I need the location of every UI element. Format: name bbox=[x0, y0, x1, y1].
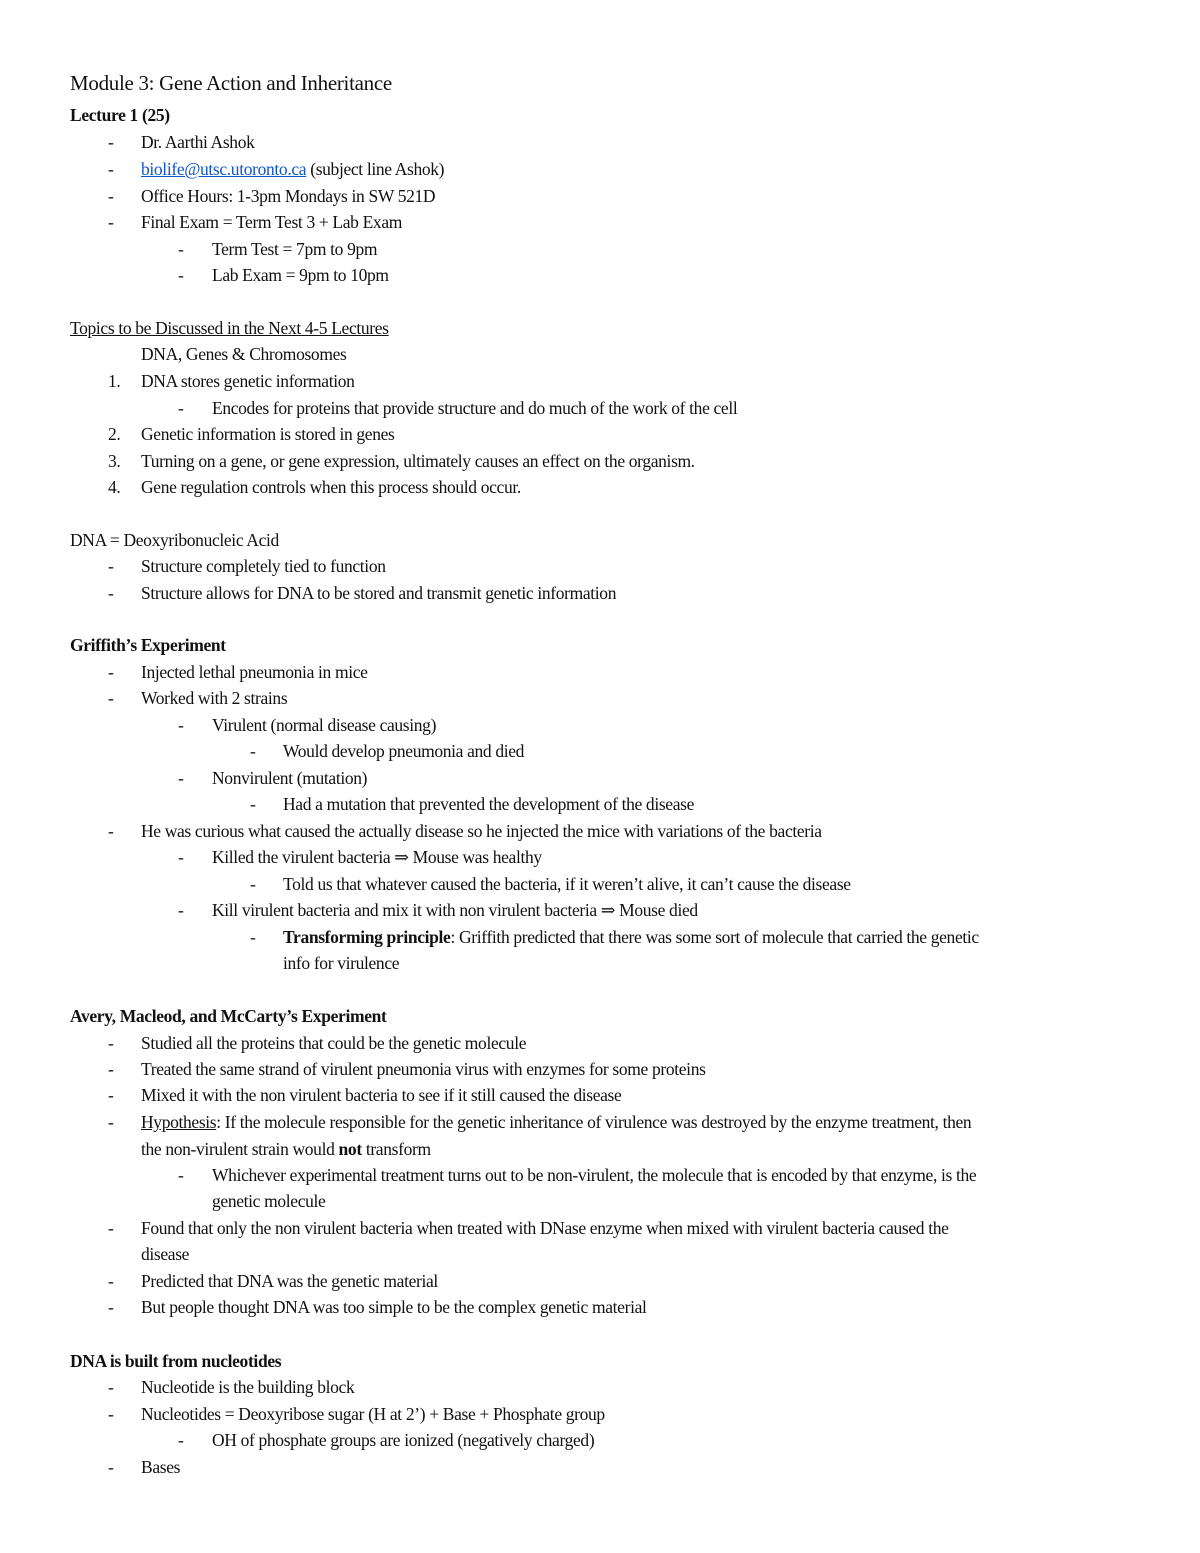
line-text: Module 3: Gene Action and Inheritance bbox=[70, 71, 392, 95]
list-item bbox=[178, 899, 698, 921]
bullet-dash: - bbox=[108, 1033, 114, 1053]
text-segment: : If the molecule responsible for the genetic inheritance of virulence was destroyed by the enzyme treatment, then bbox=[216, 1112, 972, 1132]
topics-heading bbox=[70, 317, 389, 339]
list-item bbox=[178, 1429, 595, 1451]
bullet-dash: - bbox=[108, 688, 114, 708]
line-text: Term Test = 7pm to 9pm bbox=[212, 239, 378, 259]
list-item bbox=[108, 582, 617, 604]
line-text: Office Hours: 1-3pm Mondays in SW 521D bbox=[141, 186, 436, 206]
nucleotides-heading bbox=[70, 1350, 281, 1372]
line-text: Predicted that DNA was the genetic material bbox=[141, 1271, 438, 1291]
bullet-dash: - bbox=[178, 900, 184, 920]
list-item bbox=[108, 1376, 355, 1398]
bullet-dash: - bbox=[108, 662, 114, 682]
bullet-dash: - bbox=[108, 1218, 114, 1238]
list-item bbox=[108, 476, 521, 498]
bullet-dash: - bbox=[250, 874, 256, 894]
line-text: Found that only the non virulent bacteria when treated with DNase enzyme when mixed with virulent bacteria caused the bbox=[141, 1218, 949, 1238]
text-segment: transform bbox=[361, 1139, 431, 1159]
list-item bbox=[250, 926, 979, 948]
list-item bbox=[108, 1270, 438, 1292]
line-text: Dr. Aarthi Ashok bbox=[141, 132, 255, 152]
line-text: Structure allows for DNA to be stored and transmit genetic information bbox=[141, 583, 617, 603]
list-item bbox=[108, 1032, 527, 1054]
dna-definition bbox=[70, 529, 279, 551]
list-item bbox=[178, 846, 542, 868]
list-item bbox=[108, 820, 822, 842]
list-item bbox=[178, 397, 738, 419]
line-text: OH of phosphate groups are ionized (negatively charged) bbox=[212, 1430, 595, 1450]
bullet-dash: - bbox=[108, 1404, 114, 1424]
line-text: Lab Exam = 9pm to 10pm bbox=[212, 265, 389, 285]
line-text: Studied all the proteins that could be the genetic molecule bbox=[141, 1033, 527, 1053]
list-item bbox=[108, 1456, 181, 1478]
bullet-dash: - bbox=[108, 583, 114, 603]
list-item bbox=[178, 767, 368, 789]
line-text: Nucleotides = Deoxyribose sugar (H at 2’) + Base + Phosphate group bbox=[141, 1404, 605, 1424]
list-item bbox=[250, 793, 695, 815]
avery-heading bbox=[70, 1005, 386, 1027]
line-text: Genetic information is stored in genes bbox=[141, 424, 395, 444]
line-text: DNA is built from nucleotides bbox=[70, 1351, 282, 1371]
list-number: 3. bbox=[108, 451, 121, 471]
line-text: But people thought DNA was too simple to be the complex genetic material bbox=[141, 1297, 647, 1317]
text-segment: : Griffith predicted that there was some sort of molecule that carried the genetic bbox=[450, 927, 979, 947]
line-text: Lecture 1 (25) bbox=[70, 105, 170, 125]
list-item bbox=[178, 264, 389, 286]
list-item bbox=[108, 1084, 622, 1106]
bullet-dash: - bbox=[108, 212, 114, 232]
bullet-dash: - bbox=[250, 741, 256, 761]
text-line bbox=[141, 1138, 431, 1160]
bullet-dash: - bbox=[108, 821, 114, 841]
bullet-dash: - bbox=[108, 1377, 114, 1397]
list-item bbox=[178, 238, 378, 260]
line-text: Gene regulation controls when this process should occur. bbox=[141, 477, 521, 497]
bullet-dash: - bbox=[108, 1085, 114, 1105]
list-item bbox=[108, 687, 288, 709]
bullet-dash: - bbox=[250, 794, 256, 814]
list-item bbox=[108, 555, 386, 577]
line-text: Would develop pneumonia and died bbox=[283, 741, 525, 761]
list-item bbox=[108, 1296, 647, 1318]
line-text: Treated the same strand of virulent pneumonia virus with enzymes for some proteins bbox=[141, 1059, 706, 1079]
list-item bbox=[108, 661, 368, 683]
bullet-dash: - bbox=[178, 768, 184, 788]
line-text: Had a mutation that prevented the development of the disease bbox=[283, 794, 695, 814]
list-item bbox=[108, 1403, 605, 1425]
list-item bbox=[108, 1111, 972, 1133]
bullet-dash: - bbox=[108, 1457, 114, 1477]
list-item bbox=[250, 873, 851, 895]
line-text: Griffith’s Experiment bbox=[70, 635, 226, 655]
line-text: Topics to be Discussed in the Next 4-5 Lectures bbox=[70, 318, 389, 338]
line-text: DNA, Genes & Chromosomes bbox=[141, 344, 347, 364]
line-text: Told us that whatever caused the bacteria, if it weren’t alive, it can’t cause the disease bbox=[283, 874, 851, 894]
bullet-dash: - bbox=[178, 1430, 184, 1450]
bullet-dash: - bbox=[178, 398, 184, 418]
lecture-heading bbox=[70, 104, 170, 126]
list-item bbox=[178, 714, 437, 736]
line-text: Bases bbox=[141, 1457, 181, 1477]
list-number: 4. bbox=[108, 477, 121, 497]
line-text: Turning on a gene, or gene expression, ultimately causes an effect on the organism. bbox=[141, 451, 695, 471]
bullet-dash: - bbox=[108, 556, 114, 576]
bullet-dash: - bbox=[108, 1059, 114, 1079]
line-text: Killed the virulent bacteria ⇒ Mouse was healthy bbox=[212, 847, 542, 867]
text-segment: the non-virulent strain would bbox=[141, 1139, 339, 1159]
list-item bbox=[108, 158, 445, 180]
line-text: info for virulence bbox=[283, 953, 400, 973]
bullet-dash: - bbox=[178, 715, 184, 735]
document-title bbox=[70, 72, 392, 94]
bullet-dash: - bbox=[108, 1297, 114, 1317]
bullet-dash: - bbox=[178, 847, 184, 867]
list-item bbox=[108, 1217, 949, 1239]
line-text: Nucleotide is the building block bbox=[141, 1377, 355, 1397]
line-text: He was curious what caused the actually disease so he injected the mice with variations of the bacteria bbox=[141, 821, 822, 841]
griffith-heading bbox=[70, 634, 226, 656]
list-item bbox=[108, 450, 695, 472]
bullet-dash: - bbox=[108, 1112, 114, 1132]
text-line bbox=[283, 952, 399, 974]
text-segment: not bbox=[338, 1139, 362, 1159]
list-item bbox=[178, 1164, 977, 1186]
line-text: DNA stores genetic information bbox=[141, 371, 355, 391]
text-line bbox=[141, 1243, 189, 1265]
line-text: Virulent (normal disease causing) bbox=[212, 715, 437, 735]
bullet-dash: - bbox=[178, 1165, 184, 1185]
line-text: Encodes for proteins that provide structure and do much of the work of the cell bbox=[212, 398, 738, 418]
line-text: Nonvirulent (mutation) bbox=[212, 768, 368, 788]
bullet-dash: - bbox=[108, 132, 114, 152]
line-text: Avery, Macleod, and McCarty’s Experiment bbox=[70, 1006, 387, 1026]
line-text: genetic molecule bbox=[212, 1191, 326, 1211]
list-item bbox=[108, 370, 355, 392]
text-line bbox=[212, 1190, 325, 1212]
list-item bbox=[108, 423, 395, 445]
bullet-dash: - bbox=[108, 159, 114, 179]
line-text: Mixed it with the non virulent bacteria to see if it still caused the disease bbox=[141, 1085, 622, 1105]
bullet-dash: - bbox=[178, 265, 184, 285]
line-text: Injected lethal pneumonia in mice bbox=[141, 662, 368, 682]
text-segment: (subject line Ashok) bbox=[306, 159, 445, 179]
text-line bbox=[141, 343, 346, 365]
line-text: Kill virulent bacteria and mix it with non virulent bacteria ⇒ Mouse died bbox=[212, 900, 698, 920]
line-text: DNA = Deoxyribonucleic Acid bbox=[70, 530, 279, 550]
list-item bbox=[108, 1058, 706, 1080]
email-link[interactable]: biolife@utsc.utoronto.ca bbox=[141, 159, 307, 179]
line-text: Worked with 2 strains bbox=[141, 688, 288, 708]
line-text: Structure completely tied to function bbox=[141, 556, 386, 576]
list-item bbox=[108, 185, 436, 207]
line-text: Final Exam = Term Test 3 + Lab Exam bbox=[141, 212, 403, 232]
list-item bbox=[108, 131, 255, 153]
text-segment: Transforming principle bbox=[283, 927, 451, 947]
bullet-dash: - bbox=[178, 239, 184, 259]
bullet-dash: - bbox=[250, 927, 256, 947]
list-item bbox=[108, 211, 403, 233]
list-item bbox=[250, 740, 525, 762]
bullet-dash: - bbox=[108, 1271, 114, 1291]
text-segment: Hypothesis bbox=[141, 1112, 217, 1132]
list-number: 1. bbox=[108, 371, 121, 391]
line-text: disease bbox=[141, 1244, 190, 1264]
list-number: 2. bbox=[108, 424, 121, 444]
bullet-dash: - bbox=[108, 186, 114, 206]
line-text: Whichever experimental treatment turns out to be non-virulent, the molecule that is encoded by that enzyme, is the bbox=[212, 1165, 977, 1185]
